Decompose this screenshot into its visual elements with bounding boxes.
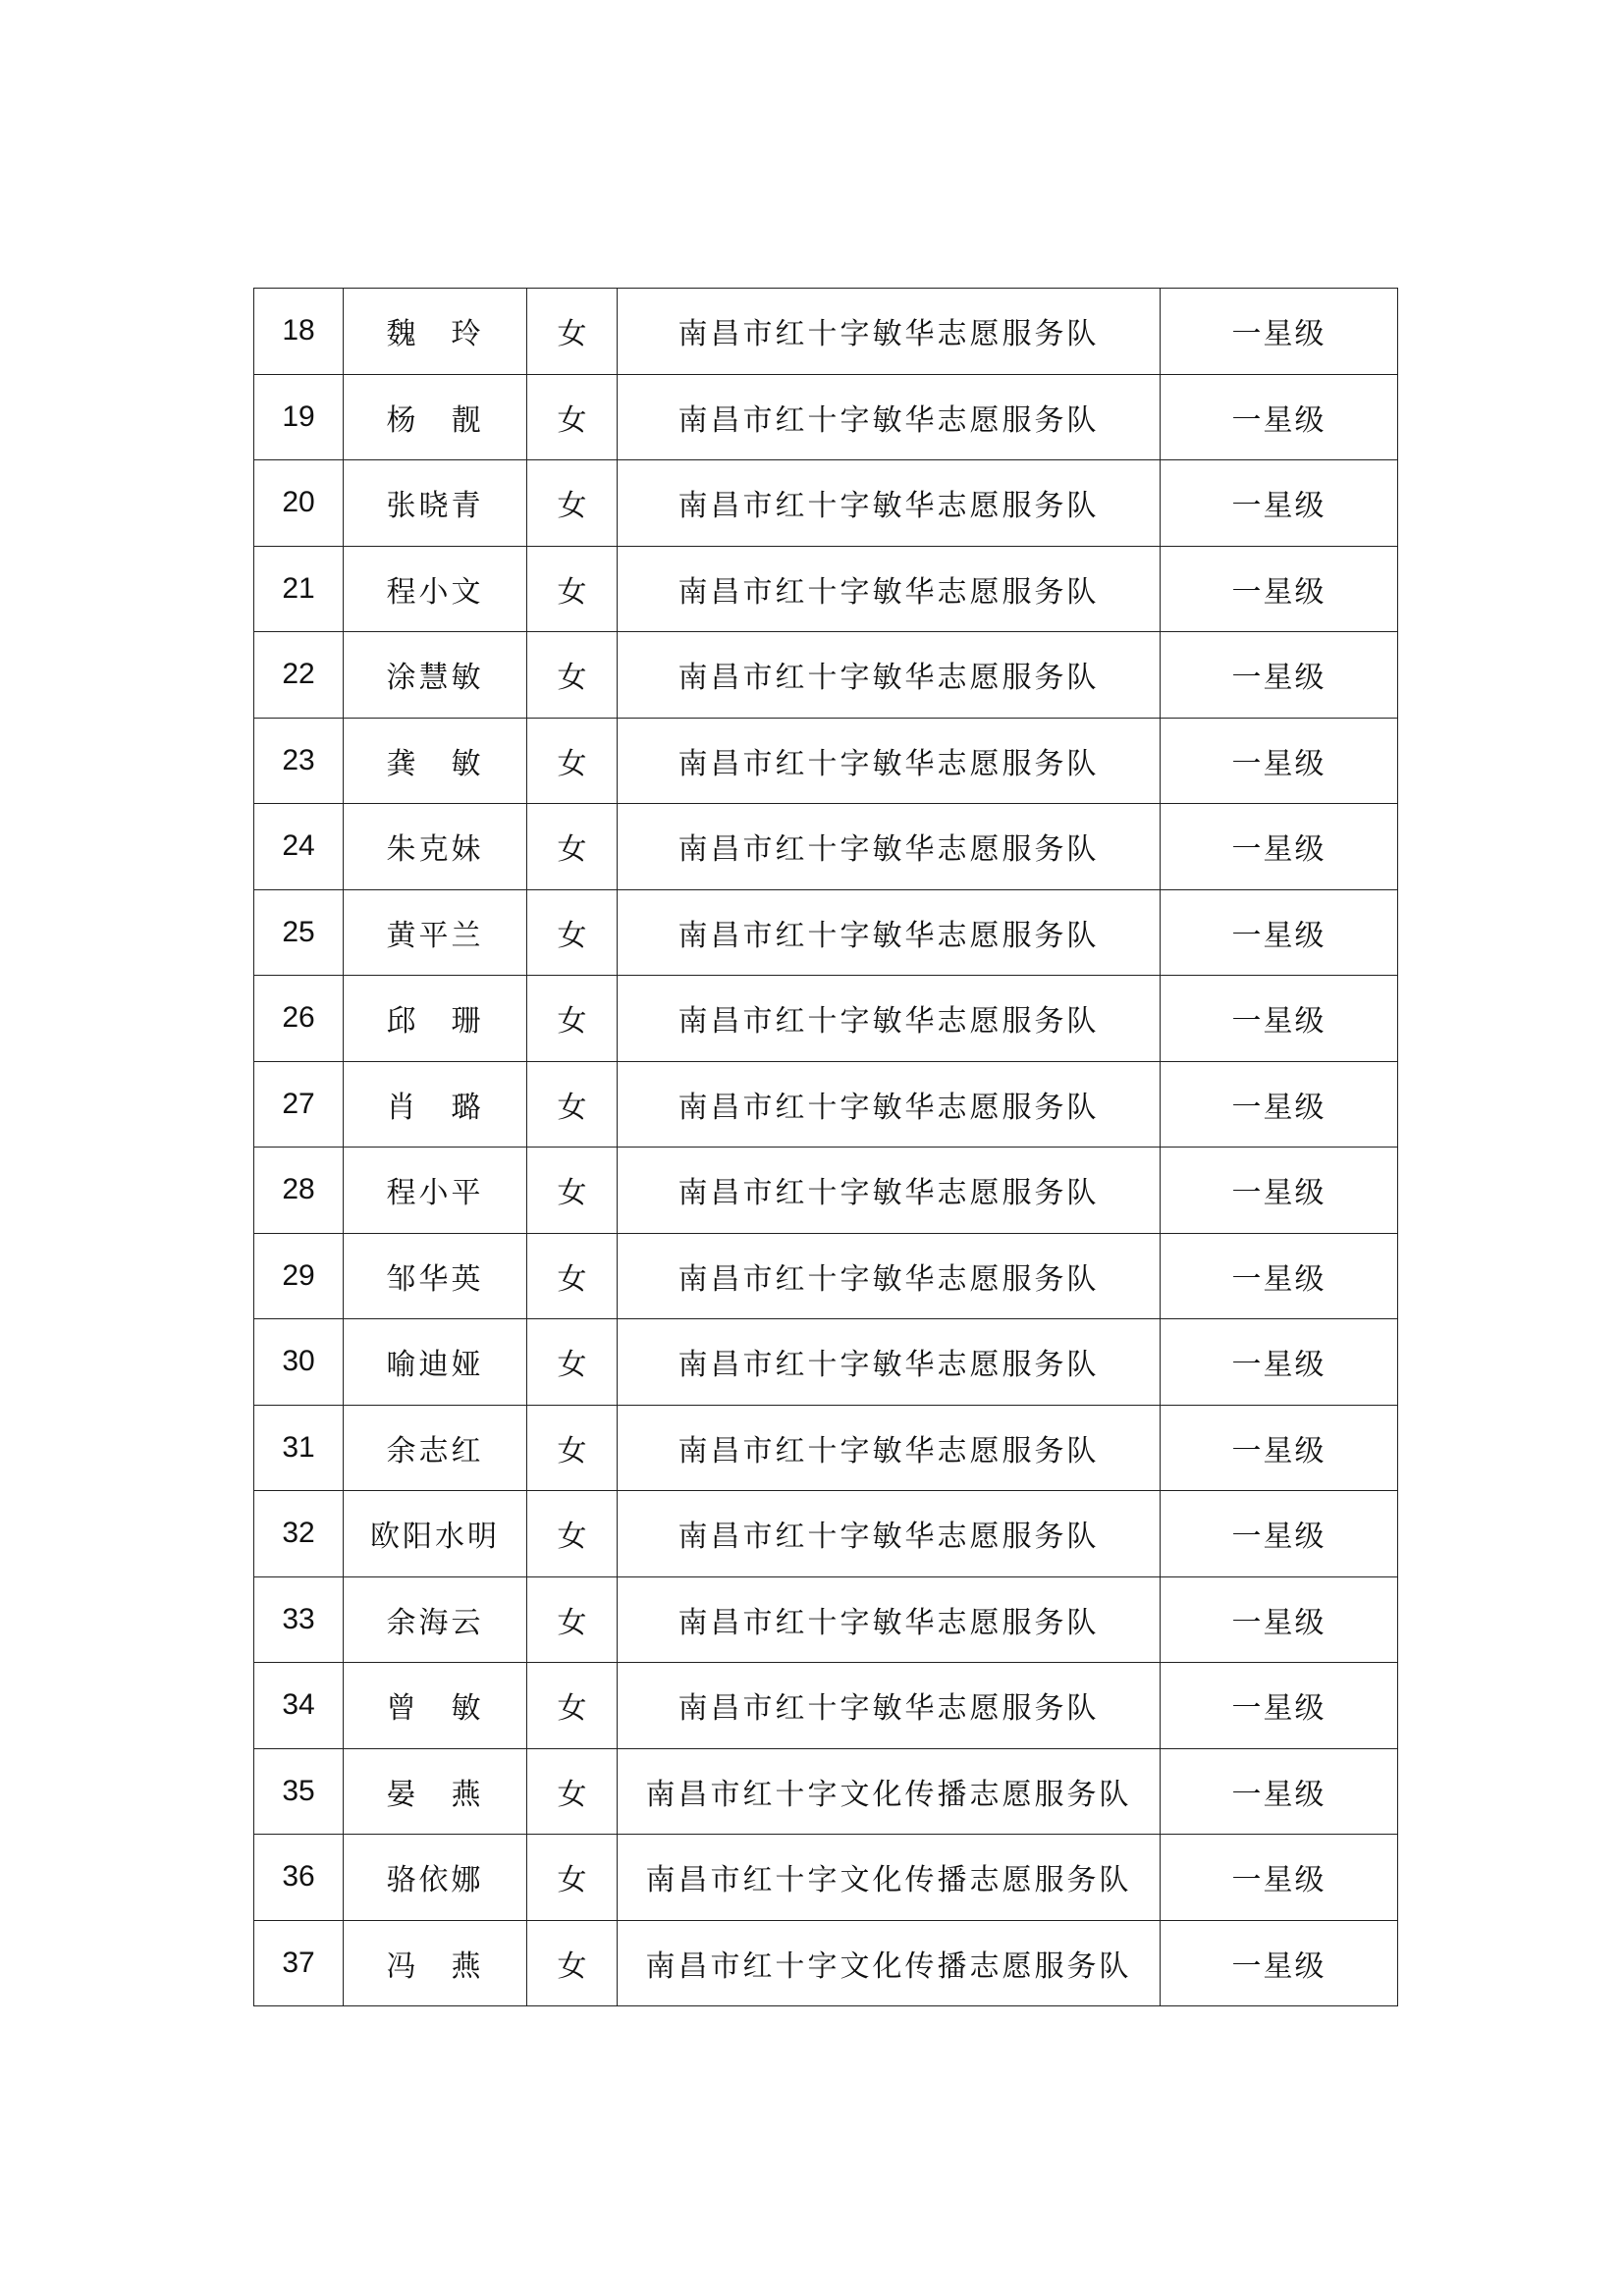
star-level: 一星级 [1161, 718, 1398, 804]
volunteer-gender: 女 [527, 1319, 618, 1406]
table-row [254, 289, 1398, 375]
volunteer-name: 朱克妹 [344, 804, 527, 890]
star-level: 一星级 [1161, 1663, 1398, 1749]
row-number: 23 [254, 718, 344, 804]
table-row [254, 632, 1398, 719]
volunteer-gender: 女 [527, 632, 618, 719]
row-number: 36 [254, 1835, 344, 1921]
volunteer-gender: 女 [527, 1148, 618, 1234]
star-level: 一星级 [1161, 1748, 1398, 1835]
star-level: 一星级 [1161, 374, 1398, 460]
volunteer-name: 余志红 [344, 1405, 527, 1491]
row-number: 29 [254, 1233, 344, 1319]
table-row [254, 1061, 1398, 1148]
volunteer-name: 魏 玲 [344, 289, 527, 375]
volunteer-name: 张晓青 [344, 460, 527, 547]
row-number: 21 [254, 546, 344, 632]
star-level: 一星级 [1161, 976, 1398, 1062]
table-row [254, 1405, 1398, 1491]
table-row [254, 460, 1398, 547]
volunteer-gender: 女 [527, 289, 618, 375]
table-row [254, 546, 1398, 632]
row-number: 30 [254, 1319, 344, 1406]
table-row [254, 1835, 1398, 1921]
row-number: 37 [254, 1920, 344, 2006]
volunteer-team: 南昌市红十字敏华志愿服务队 [618, 546, 1161, 632]
volunteer-gender: 女 [527, 1233, 618, 1319]
volunteer-gender: 女 [527, 1835, 618, 1921]
volunteer-gender: 女 [527, 460, 618, 547]
row-number: 35 [254, 1748, 344, 1835]
volunteer-gender: 女 [527, 1491, 618, 1577]
volunteer-name: 涂慧敏 [344, 632, 527, 719]
volunteer-team: 南昌市红十字敏华志愿服务队 [618, 1319, 1161, 1406]
table-row [254, 1576, 1398, 1663]
volunteer-team: 南昌市红十字敏华志愿服务队 [618, 1148, 1161, 1234]
row-number: 20 [254, 460, 344, 547]
table-row [254, 804, 1398, 890]
volunteer-name: 邱 珊 [344, 976, 527, 1062]
volunteer-team: 南昌市红十字敏华志愿服务队 [618, 1491, 1161, 1577]
volunteer-team: 南昌市红十字敏华志愿服务队 [618, 374, 1161, 460]
table-row [254, 1491, 1398, 1577]
row-number: 19 [254, 374, 344, 460]
table-row [254, 1920, 1398, 2006]
volunteer-name: 邹华英 [344, 1233, 527, 1319]
volunteer-name: 骆依娜 [344, 1835, 527, 1921]
table-row [254, 976, 1398, 1062]
volunteer-name: 杨 靓 [344, 374, 527, 460]
row-number: 31 [254, 1405, 344, 1491]
star-level: 一星级 [1161, 1061, 1398, 1148]
row-number: 32 [254, 1491, 344, 1577]
star-level: 一星级 [1161, 1491, 1398, 1577]
table-row [254, 374, 1398, 460]
volunteer-gender: 女 [527, 546, 618, 632]
volunteer-team: 南昌市红十字敏华志愿服务队 [618, 804, 1161, 890]
volunteer-name: 龚 敏 [344, 718, 527, 804]
star-level: 一星级 [1161, 804, 1398, 890]
volunteer-name: 黄平兰 [344, 889, 527, 976]
row-number: 24 [254, 804, 344, 890]
volunteer-name: 程小文 [344, 546, 527, 632]
volunteer-gender: 女 [527, 1748, 618, 1835]
star-level: 一星级 [1161, 1233, 1398, 1319]
volunteer-table [253, 288, 1398, 2006]
table-row [254, 1748, 1398, 1835]
volunteer-team: 南昌市红十字敏华志愿服务队 [618, 1061, 1161, 1148]
row-number: 27 [254, 1061, 344, 1148]
volunteer-team: 南昌市红十字文化传播志愿服务队 [618, 1920, 1161, 2006]
volunteer-team: 南昌市红十字敏华志愿服务队 [618, 889, 1161, 976]
star-level: 一星级 [1161, 289, 1398, 375]
star-level: 一星级 [1161, 889, 1398, 976]
volunteer-team: 南昌市红十字敏华志愿服务队 [618, 460, 1161, 547]
volunteer-team: 南昌市红十字文化传播志愿服务队 [618, 1748, 1161, 1835]
row-number: 25 [254, 889, 344, 976]
volunteer-team: 南昌市红十字敏华志愿服务队 [618, 1663, 1161, 1749]
star-level: 一星级 [1161, 1405, 1398, 1491]
volunteer-name: 程小平 [344, 1148, 527, 1234]
row-number: 26 [254, 976, 344, 1062]
volunteer-team: 南昌市红十字敏华志愿服务队 [618, 632, 1161, 719]
volunteer-name: 欧阳水明 [344, 1491, 527, 1577]
star-level: 一星级 [1161, 1148, 1398, 1234]
volunteer-team: 南昌市红十字敏华志愿服务队 [618, 718, 1161, 804]
table-row [254, 1148, 1398, 1234]
volunteer-gender: 女 [527, 718, 618, 804]
row-number: 18 [254, 289, 344, 375]
volunteer-gender: 女 [527, 889, 618, 976]
star-level: 一星级 [1161, 460, 1398, 547]
volunteer-gender: 女 [527, 374, 618, 460]
volunteer-name: 肖 璐 [344, 1061, 527, 1148]
volunteer-team: 南昌市红十字敏华志愿服务队 [618, 289, 1161, 375]
star-level: 一星级 [1161, 1920, 1398, 2006]
volunteer-gender: 女 [527, 1663, 618, 1749]
volunteer-gender: 女 [527, 976, 618, 1062]
volunteer-table-body [254, 289, 1398, 2006]
row-number: 34 [254, 1663, 344, 1749]
table-row [254, 1663, 1398, 1749]
row-number: 28 [254, 1148, 344, 1234]
volunteer-gender: 女 [527, 1920, 618, 2006]
star-level: 一星级 [1161, 1319, 1398, 1406]
row-number: 22 [254, 632, 344, 719]
star-level: 一星级 [1161, 632, 1398, 719]
row-number: 33 [254, 1576, 344, 1663]
volunteer-name: 晏 燕 [344, 1748, 527, 1835]
volunteer-name: 余海云 [344, 1576, 527, 1663]
volunteer-team: 南昌市红十字文化传播志愿服务队 [618, 1835, 1161, 1921]
star-level: 一星级 [1161, 1576, 1398, 1663]
table-row [254, 889, 1398, 976]
volunteer-team: 南昌市红十字敏华志愿服务队 [618, 1233, 1161, 1319]
table-row [254, 1319, 1398, 1406]
volunteer-team: 南昌市红十字敏华志愿服务队 [618, 1405, 1161, 1491]
volunteer-gender: 女 [527, 1576, 618, 1663]
volunteer-name: 冯 燕 [344, 1920, 527, 2006]
volunteer-name: 喻迪娅 [344, 1319, 527, 1406]
volunteer-gender: 女 [527, 1405, 618, 1491]
table-row [254, 718, 1398, 804]
volunteer-team: 南昌市红十字敏华志愿服务队 [618, 1576, 1161, 1663]
table-row [254, 1233, 1398, 1319]
volunteer-name: 曾 敏 [344, 1663, 527, 1749]
volunteer-gender: 女 [527, 804, 618, 890]
volunteer-team: 南昌市红十字敏华志愿服务队 [618, 976, 1161, 1062]
star-level: 一星级 [1161, 546, 1398, 632]
star-level: 一星级 [1161, 1835, 1398, 1921]
volunteer-gender: 女 [527, 1061, 618, 1148]
